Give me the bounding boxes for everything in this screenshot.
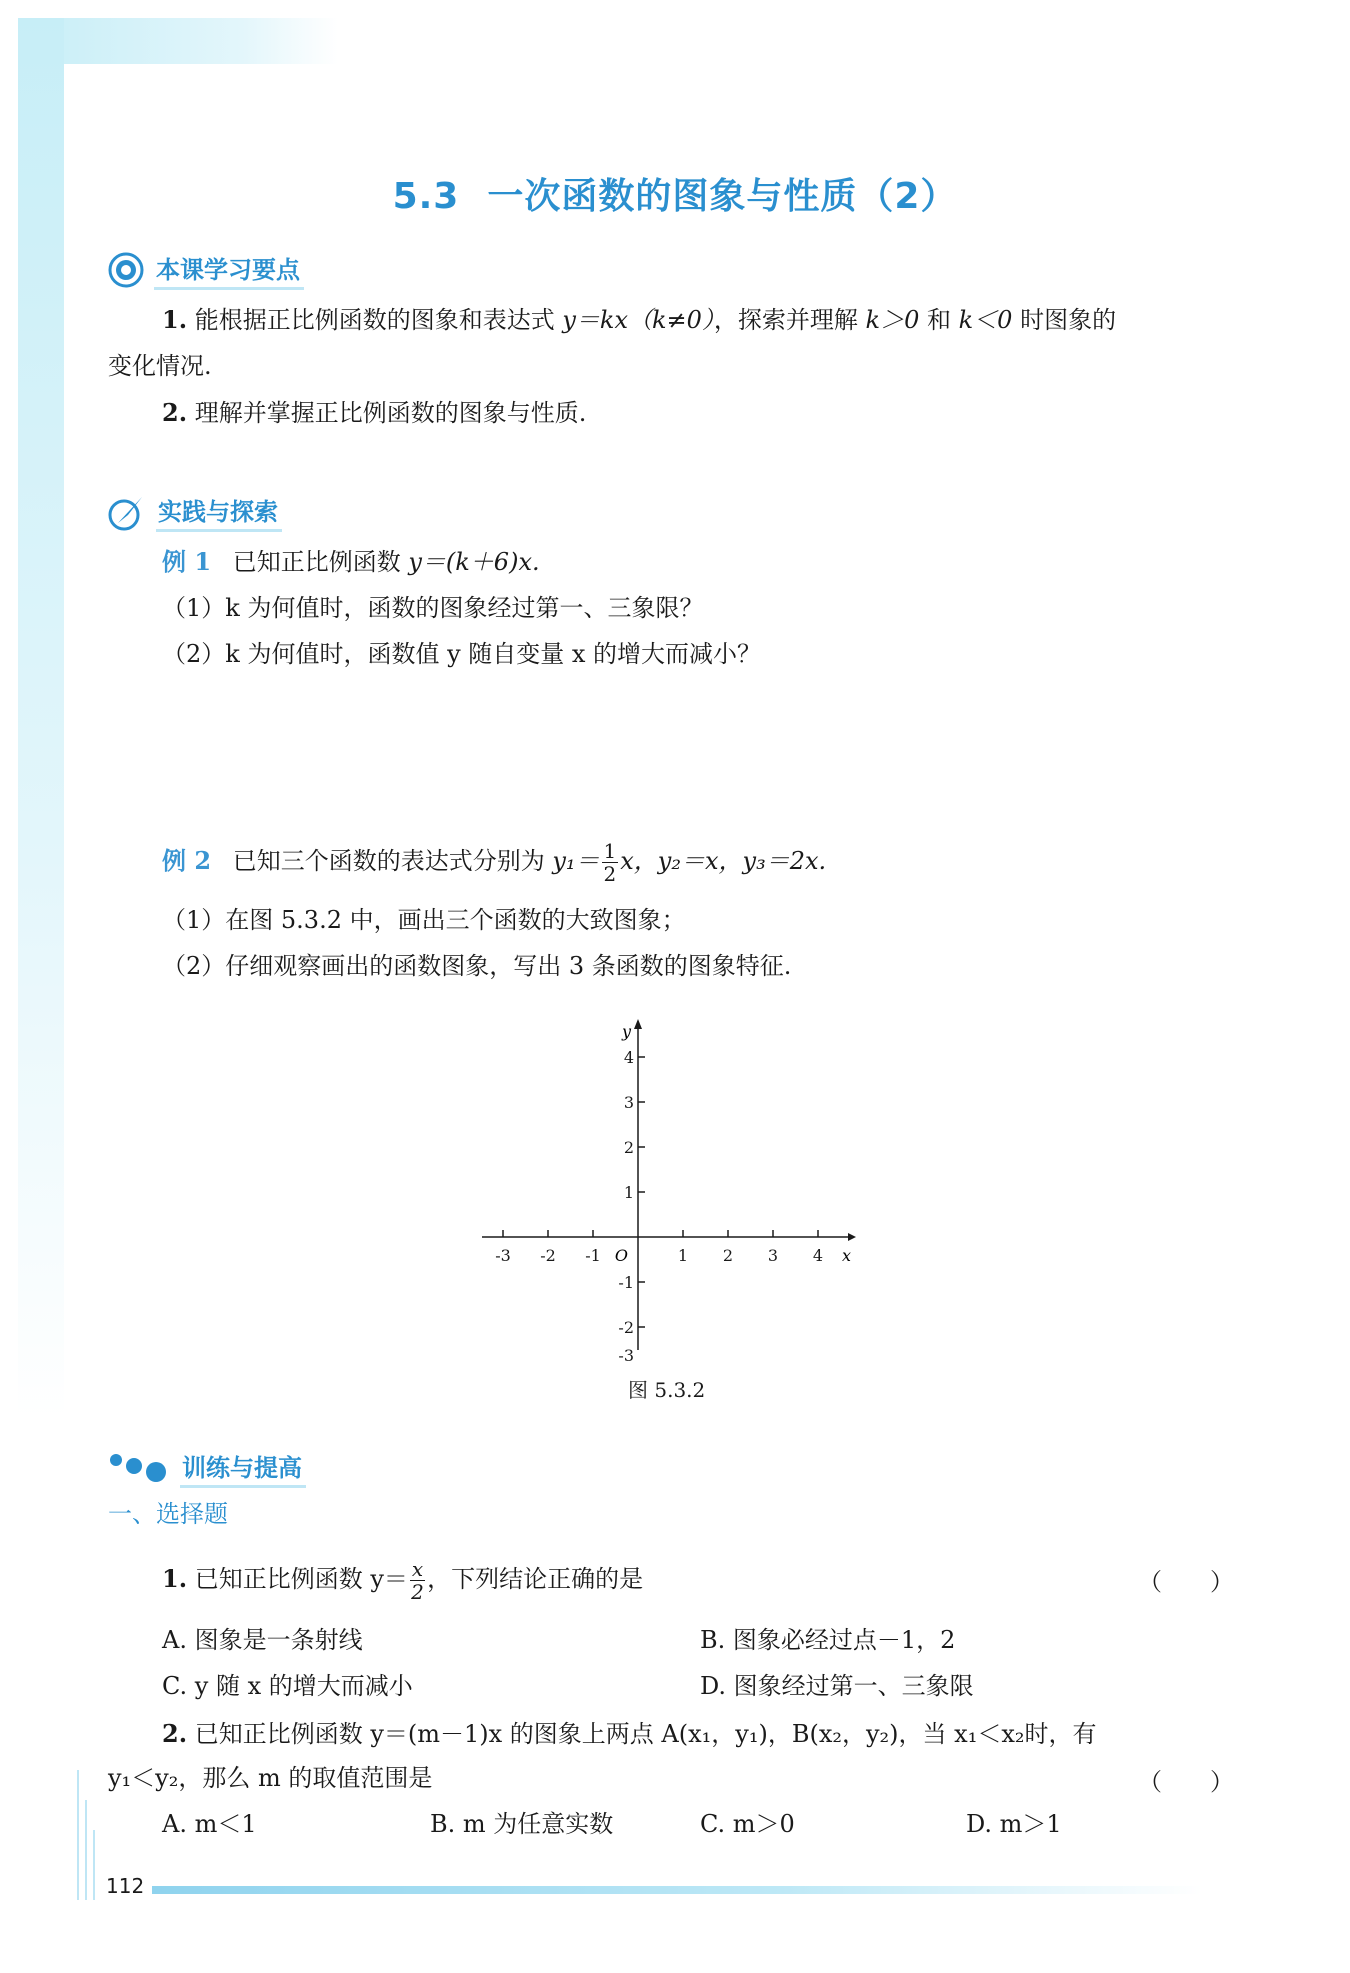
option-d: D. m＞1 [966,1810,1062,1838]
option-d: D. 图象经过第一、三象限 [700,1672,974,1700]
section-multiple-choice: 一、选择题 [108,1500,228,1528]
option-c: C. y 随 x 的增大而减小 [162,1672,413,1700]
formula: y₁＝ [552,847,600,875]
formula: x，y₂＝x，y₃＝2x. [620,847,827,875]
example-1-q1: （1）k 为何值时，函数的图象经过第一、三象限？ [162,594,704,622]
key-point-1-cont: 变化情况. [108,352,212,380]
margin-lines [74,1770,104,1900]
x-tick-label: -3 [495,1246,511,1265]
formula: k＞0 [865,306,920,334]
y-tick-label: 1 [623,1183,634,1202]
item-number: 1. [162,1564,188,1593]
key-point-2 [162,397,586,429]
option-a: A. m＜1 [162,1810,257,1838]
y-tick-label: 2 [623,1138,634,1157]
y-axis-label: y [622,1022,632,1041]
text: 已知正比例函数 y＝ [194,1565,408,1593]
example-2 [162,838,826,885]
y-tick-label: 3 [623,1093,634,1112]
page-number: 112 [106,1874,145,1898]
page-title [0,168,1350,219]
section-label: 本课学习要点 [154,250,304,290]
example-label: 例 2 [162,846,212,875]
question-2 [162,1718,1096,1750]
x-axis-arrow [848,1233,856,1241]
fraction [410,1558,425,1603]
denominator: 2 [603,862,617,886]
example-2-q2: （2）仔细观察画出的函数图象，写出 3 条函数的图象特征. [162,952,792,980]
text: 已知正比例函数 y＝(m－1)x 的图象上两点 A(x₁，y₁)，B(x₂，y₂)，当 x₁＜x₂时，有 [194,1720,1097,1748]
x-tick-label: 3 [767,1246,779,1265]
y-tick-label: -2 [618,1318,634,1337]
figure-caption: 图 5.3.2 [628,1378,706,1402]
section-key-points [108,250,304,290]
footer-bar [152,1886,1202,1894]
text: 能根据正比例函数的图象和表达式 [194,306,555,334]
section-training [108,1448,306,1488]
y-axis-arrow [634,1019,642,1029]
target-icon [108,252,144,288]
option-a: A. 图象是一条射线 [162,1626,363,1654]
x-axis-label: x [842,1246,852,1265]
section-label: 训练与提高 [180,1448,306,1488]
answer-blank: （ ） [1138,1568,1234,1596]
x-tick-label: 1 [677,1246,689,1265]
coordinate-plane [470,1015,870,1365]
x-tick-label: 4 [812,1246,824,1265]
rocket-icon [108,493,148,531]
side-decoration [18,18,64,1418]
option-b: B. m 为任意实数 [430,1810,614,1838]
text: 理解并掌握正比例函数的图象与性质. [194,399,587,427]
item-number: 2. [162,398,188,427]
option-c: C. m＞0 [700,1810,795,1838]
text: ，探索并理解 [713,306,858,334]
title-text: 一次函数的图象与性质（2） [487,176,958,217]
formula: y＝(k＋6)x. [408,548,540,576]
corner-decoration [18,18,338,64]
example-2-q1: （1）在图 5.3.2 中，画出三个函数的大致图象； [162,906,686,934]
text: 已知三个函数的表达式分别为 [232,847,545,875]
question-1 [162,1556,643,1603]
y-tick-label: -3 [618,1346,634,1365]
text: ，下列结论正确的是 [427,1565,644,1593]
dots-icon [108,1450,172,1486]
x-tick-label: -2 [540,1246,556,1265]
example-1-q2: （2）k 为何值时，函数值 y 随自变量 x 的增大而减小？ [162,640,762,668]
section-practice [108,492,282,532]
x-tick-label: -1 [585,1246,601,1265]
option-b: B. 图象必经过点－1，2 [700,1626,956,1654]
x-tick-label: 2 [722,1246,734,1265]
text: 和 [927,306,951,334]
question-2-cont: y₁＜y₂，那么 m 的取值范围是 [108,1764,433,1792]
text: 已知正比例函数 [232,548,401,576]
title-number: 5.3 [392,176,460,217]
answer-blank: （ ） [1138,1768,1234,1796]
origin-label: O [614,1246,628,1265]
example-label: 例 1 [162,547,212,576]
y-tick-label: -1 [618,1273,634,1292]
fraction [602,840,619,885]
formula: y＝kx（k≠0） [562,306,714,334]
key-point-1 [162,304,1116,336]
formula: k＜0 [958,306,1013,334]
numerator: x [411,1557,424,1581]
text: 时图象的 [1020,306,1117,334]
item-number: 1. [162,305,188,334]
example-1 [162,546,540,578]
numerator: 1 [603,839,617,863]
y-tick-label: 4 [623,1048,634,1067]
section-label: 实践与探索 [156,492,282,532]
item-number: 2. [162,1719,188,1748]
denominator: 2 [411,1580,424,1604]
